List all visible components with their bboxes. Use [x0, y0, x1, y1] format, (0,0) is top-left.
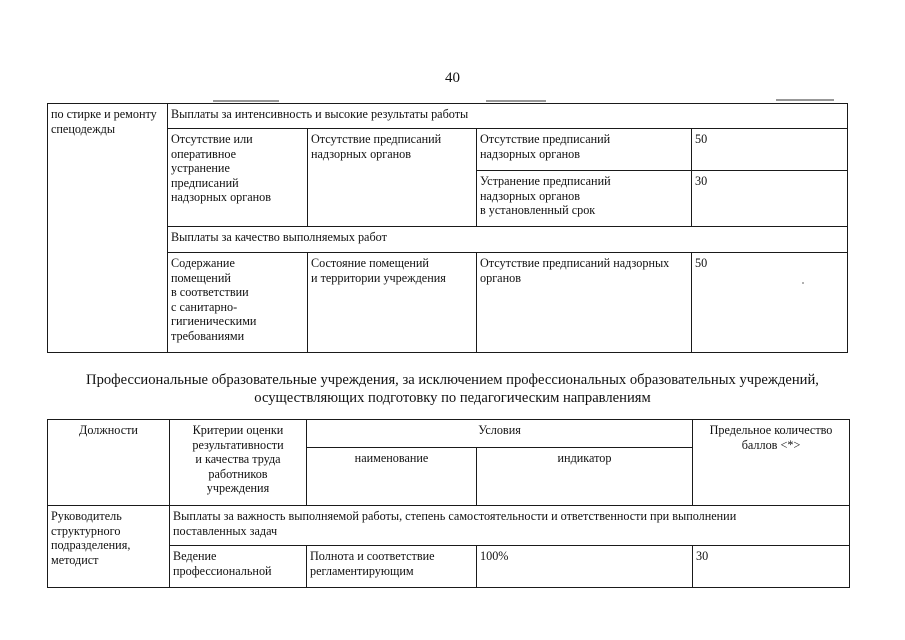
- indicator-cell: Отсутствие предписаний надзорных органов: [477, 253, 692, 353]
- points-cell: 50: [692, 129, 848, 171]
- header-position: Должности: [48, 420, 170, 506]
- scan-artifact: [486, 100, 546, 102]
- scan-artifact: [213, 100, 279, 102]
- section-heading: [0, 372, 905, 407]
- header-indicator: индикатор: [477, 448, 693, 506]
- scan-artifact: [776, 99, 834, 101]
- header-conditions: Условия: [307, 420, 693, 448]
- page-number: 40: [445, 70, 460, 86]
- indicator-cell: Устранение предписаний надзорных органов в установленный срок: [477, 171, 692, 227]
- section-row-quality: Выплаты за качество выполняемых работ: [168, 227, 848, 253]
- header-criteria: Критерии оценки результативности и качества труда работников учреждения: [170, 420, 307, 506]
- criterion-cell: Ведение профессиональной: [170, 546, 307, 588]
- points-cell: 30: [693, 546, 850, 588]
- position-cell: по стирке и ремонту спецодежды: [48, 104, 168, 353]
- condition-name-cell: Полнота и соответствие регламентирующим: [307, 546, 477, 588]
- scan-speck: [802, 282, 804, 284]
- condition-name-cell: Отсутствие предписаний надзорных органов: [308, 129, 477, 227]
- payments-table-continued: [47, 103, 848, 353]
- criterion-cell: Отсутствие или оперативное устранение предписаний надзорных органов: [168, 129, 308, 227]
- points-cell: 30: [692, 171, 848, 227]
- points-cell: 50: [692, 253, 848, 353]
- header-name: наименование: [307, 448, 477, 506]
- criterion-cell: Содержание помещений в соответствии с санитарно- гигиеническими требованиями: [168, 253, 308, 353]
- condition-name-cell: Состояние помещений и территории учреждения: [308, 253, 477, 353]
- indicator-cell: 100%: [477, 546, 693, 588]
- professional-institutions-table: [47, 419, 850, 588]
- header-max-points: Предельное количество баллов <*>: [693, 420, 850, 506]
- indicator-cell: Отсутствие предписаний надзорных органов: [477, 129, 692, 171]
- position-cell: Руководитель структурного подразделения, методист: [48, 506, 170, 588]
- section-heading-line: Профессиональные образовательные учреждения, за исключением профессиональных образовательных учреждений,: [86, 372, 819, 388]
- section-row-intensity: Выплаты за интенсивность и высокие результаты работы: [168, 104, 848, 129]
- section-heading-line: осуществляющих подготовку по педагогическим направлениям: [254, 389, 651, 406]
- section-row-importance: Выплаты за важность выполняемой работы, степень самостоятельности и ответственности при выполнении поставленных задач: [170, 506, 850, 546]
